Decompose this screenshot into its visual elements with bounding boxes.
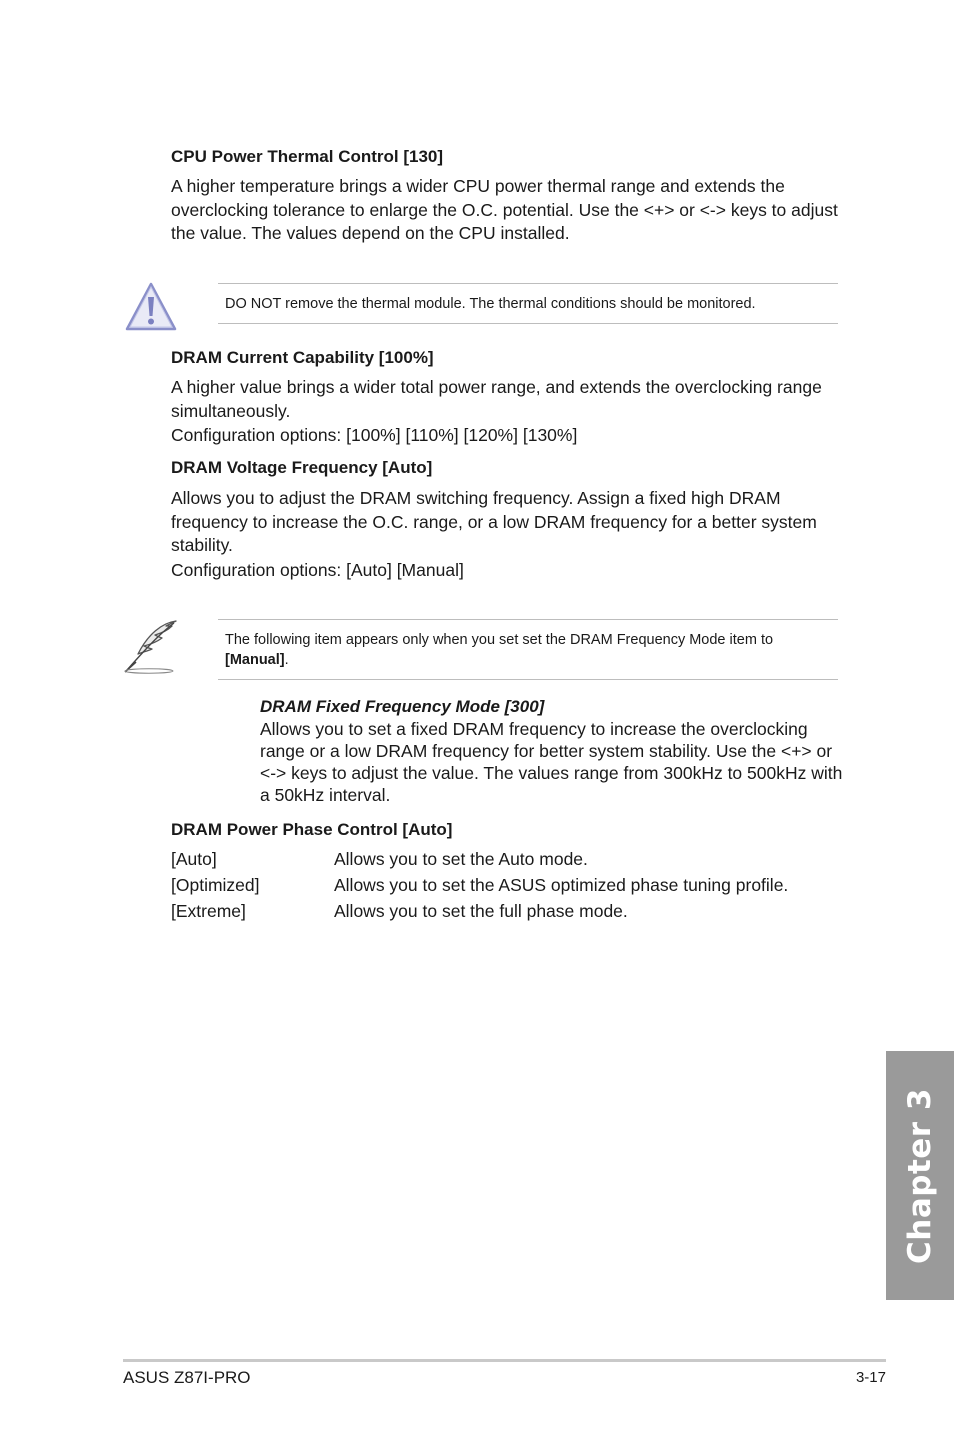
warning-note-text: DO NOT remove the thermal module. The thermal conditions should be monitored. xyxy=(225,296,756,312)
text-line: Allows you to adjust the DRAM switching frequency. Assign a fixed high DRAM xyxy=(171,488,781,508)
note-line: The following item appears only when you set set the DRAM Frequency Mode item to xyxy=(225,632,774,648)
section-title-dram-power-phase: DRAM Power Phase Control [Auto] xyxy=(171,820,453,839)
cpu-thermal-description xyxy=(171,175,838,246)
text-line: simultaneously. xyxy=(171,400,291,421)
text-line: a 50kHz interval. xyxy=(260,785,391,805)
dram-voltage-frequency-description xyxy=(171,487,817,582)
section-title-dram-current: DRAM Current Capability [100%] xyxy=(171,348,434,367)
text-line: Allows you to set a fixed DRAM frequency to increase the overclocking xyxy=(260,719,808,739)
dram-fixed-frequency-description xyxy=(260,718,842,806)
dram-current-description xyxy=(171,376,822,448)
footer-rule xyxy=(123,1359,886,1362)
chapter-label: Chapter 3 xyxy=(902,1087,938,1264)
note-rule-bottom xyxy=(218,679,838,680)
note-rule-top xyxy=(218,619,838,620)
config-options: Configuration options: [Auto] [Manual] xyxy=(171,559,464,580)
note-rule-bottom xyxy=(218,323,838,324)
section-title-dram-voltage-frequency: DRAM Voltage Frequency [Auto] xyxy=(171,458,433,477)
text-line: A higher value brings a wider total power range, and extends the overclocking range xyxy=(171,377,822,397)
option-key: [Auto] xyxy=(171,849,217,869)
note-suffix: . xyxy=(284,652,289,668)
option-key: [Optimized] xyxy=(171,875,260,895)
config-options: Configuration options: [100%] [110%] [120%] [130%] xyxy=(171,425,578,445)
text-line: stability. xyxy=(171,535,233,555)
option-description: Allows you to set the full phase mode. xyxy=(334,901,628,921)
warning-icon xyxy=(124,281,178,333)
chapter-tab xyxy=(886,1051,954,1300)
option-description: Allows you to set the Auto mode. xyxy=(334,849,588,869)
note-bold-value: [Manual] xyxy=(225,652,285,668)
footer-product-name: ASUS Z87I-PRO xyxy=(123,1368,251,1387)
note-line xyxy=(225,650,825,670)
text-line: A higher temperature brings a wider CPU power thermal range and extends the xyxy=(171,176,785,196)
option-key: [Extreme] xyxy=(171,901,246,921)
text-line: the value. The values depend on the CPU installed. xyxy=(171,223,570,243)
footer-page-number: 3-17 xyxy=(855,1369,886,1386)
feather-pen-icon xyxy=(122,618,180,676)
section-title-cpu-thermal: CPU Power Thermal Control [130] xyxy=(171,147,444,166)
section-title-dram-fixed-frequency: DRAM Fixed Frequency Mode [300] xyxy=(260,697,545,716)
option-description: Allows you to set the ASUS optimized phase tuning profile. xyxy=(334,875,789,895)
text-line: range or a low DRAM frequency for better system stability. Use the <+> or xyxy=(260,741,833,761)
note-rule-top xyxy=(218,283,838,284)
feather-note-text xyxy=(225,630,825,670)
text-line: overclocking tolerance to enlarge the O.C. potential. Use the <+> or <-> keys to adjust xyxy=(171,199,838,220)
text-line: <-> keys to adjust the value. The values range from 300kHz to 500kHz with xyxy=(260,763,843,783)
text-line: frequency to increase the O.C. range, or a low DRAM frequency for a better system xyxy=(171,511,817,532)
